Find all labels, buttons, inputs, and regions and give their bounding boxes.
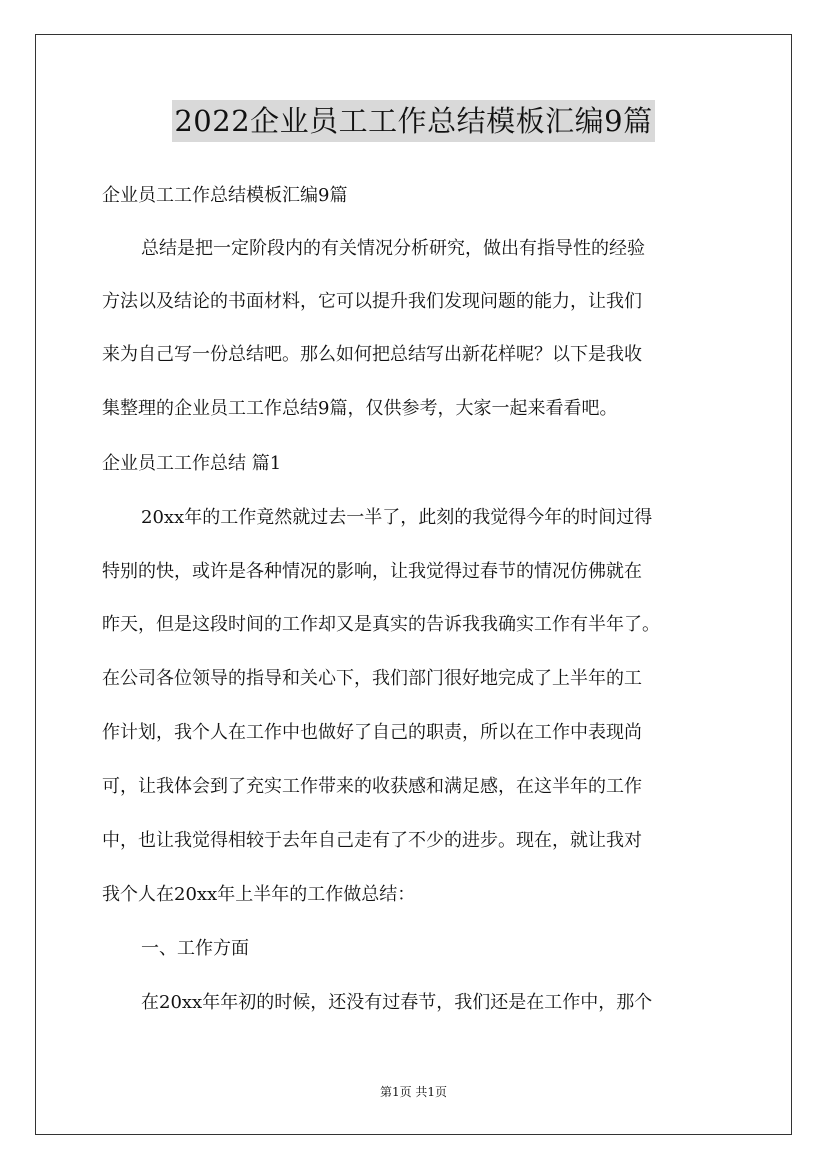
intro-line: 方法以及结论的书面材料，它可以提升我们发现问题的能力，让我们	[102, 291, 642, 312]
intro-line: 集整理的企业员工工作总结9篇，仅供参考，大家一起来看看吧。	[102, 398, 618, 419]
body-line: 昨天，但是这段时间的工作却又是真实的告诉我我确实工作有半年了。	[102, 614, 660, 635]
section-heading: 企业员工工作总结 篇1	[102, 453, 282, 474]
document-title: 2022企业员工工作总结模板汇编9篇	[172, 100, 654, 142]
sub-heading: 一、工作方面	[141, 938, 249, 959]
title-container	[0, 100, 827, 142]
body-line: 在20xx年年初的时候，还没有过春节，我们还是在工作中，那个	[141, 992, 653, 1013]
body-line: 中，也让我觉得相较于去年自己走有了不少的进步。现在，就让我对	[102, 830, 642, 851]
body-line: 20xx年的工作竟然就过去一半了，此刻的我觉得今年的时间过得	[141, 507, 653, 528]
body-line: 我个人在20xx年上半年的工作做总结：	[102, 884, 416, 905]
body-line: 在公司各位领导的指导和关心下，我们部门很好地完成了上半年的工	[102, 668, 642, 689]
body-line: 可，让我体会到了充实工作带来的收获感和满足感，在这半年的工作	[102, 776, 642, 797]
body-line: 特别的快，或许是各种情况的影响，让我觉得过春节的情况仿佛就在	[102, 561, 642, 582]
body-line: 作计划，我个人在工作中也做好了自己的职责，所以在工作中表现尚	[102, 722, 642, 743]
intro-line: 来为自己写一份总结吧。那么如何把总结写出新花样呢？以下是我收	[102, 344, 642, 365]
document-subtitle: 企业员工工作总结模板汇编9篇	[102, 185, 348, 206]
intro-line: 总结是把一定阶段内的有关情况分析研究，做出有指导性的经验	[141, 238, 645, 259]
page-number: 第1页 共1页	[379, 1085, 448, 1099]
